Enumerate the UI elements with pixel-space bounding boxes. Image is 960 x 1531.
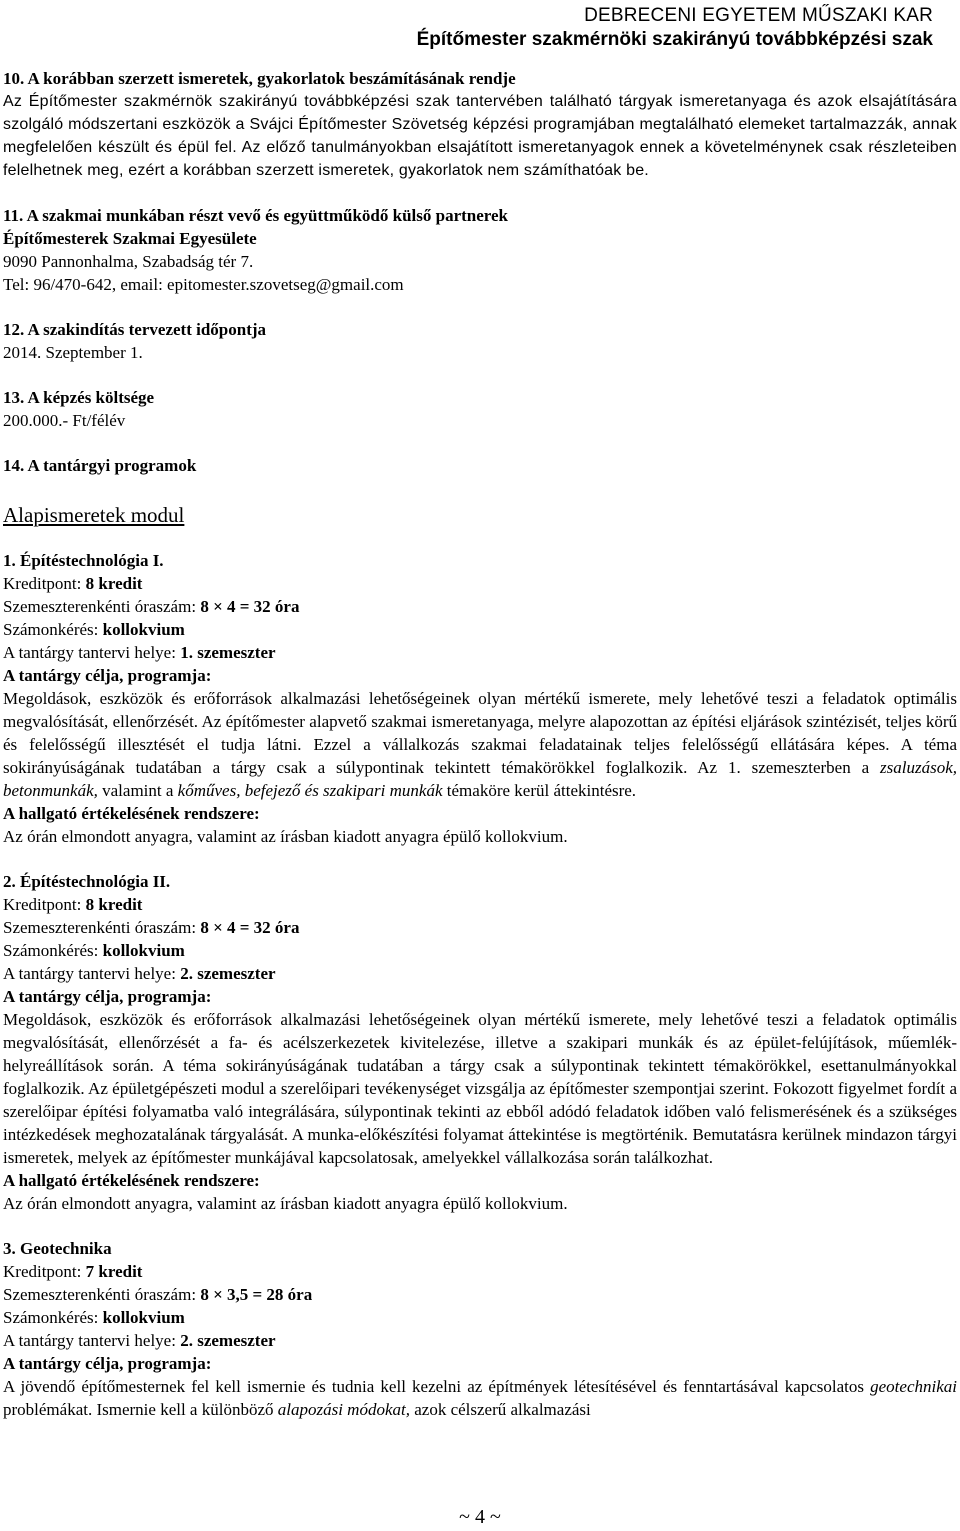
course-3-exam <box>3 1306 957 1329</box>
exam-value: kollokvium <box>102 1308 185 1327</box>
course-2-semester <box>3 962 957 985</box>
course-1-goal-label: A tantárgy célja, programja: <box>3 666 212 685</box>
exam-label: Számonkérés: <box>3 1308 99 1327</box>
course-2-eval-label: A hallgató értékelésének rendszere: <box>3 1171 260 1190</box>
section-10-title: 10. A korábban szerzett ismeretek, gyakorlatok beszámításának rendje <box>3 69 516 88</box>
course-1-eval-label: A hallgató értékelésének rendszere: <box>3 804 260 823</box>
section-14-title: 14. A tantárgyi programok <box>3 456 197 475</box>
semester-value: 1. szemeszter <box>180 643 276 662</box>
partner-contact: Tel: 96/470-642, email: epitomester.szovetseg@gmail.com <box>3 275 404 294</box>
semester-label: A tantárgy tantervi helye: <box>3 964 176 983</box>
course-1-evaluation: Az órán elmondott anyagra, valamint az írásban kiadott anyagra épülő kollokvium. <box>3 827 568 846</box>
course-3-semester <box>3 1329 957 1352</box>
course-2-evaluation: Az órán elmondott anyagra, valamint az írásban kiadott anyagra épülő kollokvium. <box>3 1194 568 1213</box>
section-10-text-2: Az előző tanulmányokban elsajátított ismeretanyagok ennek a követelménynek csak részleteiben felelhetnek meg, ezért a korábban szerzett ismeretek, gyakorlatok nem számíthatóak be. <box>3 139 957 179</box>
tuition-fee: 200.000.- Ft/félév <box>3 411 126 430</box>
header-institution: DEBRECENI EGYETEM MŰSZAKI KAR <box>584 5 933 26</box>
hours-value: 8 × 4 = 32 óra <box>200 918 300 937</box>
semester-label: A tantárgy tantervi helye: <box>3 1331 176 1350</box>
semester-value: 2. szemeszter <box>180 1331 276 1350</box>
exam-label: Számonkérés: <box>3 620 99 639</box>
partner-org-name: Építőmesterek Szakmai Egyesülete <box>3 229 257 248</box>
credits-value: 8 kredit <box>85 895 143 914</box>
semester-value: 2. szemeszter <box>180 964 276 983</box>
course-2-description: Megoldások, eszközök és erőforrások alkalmazási lehetőségeinek olyan mértékű ismerete, mely lehetővé teszi a feladatok optimális megvalósítását, ellenőrzését a fa- és acélszerkezetek kivitelezése, illetve a szakipari munkák és az épület-felújítások, műemlék-helyreállítások során. A téma sokirányúságának tudatában a tárgy csak a súlypontinak tekintett témakörökkel, esettanulmányokkal foglalkozik. Az épületgépészeti modul a szerelőipari tevékenységet vizsgálja az építőmester szempontjai szerint. Fokozott figyelmet fordít a szerelőipar építési folyamatba való integrálására, súlypontinak tekinti az ebből adódó feladatok időben való felismerésének és a szükséges intézkedések meghozatalának tárgyalását. A munka-előkészítési folyamat áttekintése is megtörténik. Bemutatásra kerülnek mindazon tárgyi ismeretek, melyek az építőmester munkájával kapcsolatosak, amelyekkel vállalkozása során találkozhat. <box>3 1010 957 1167</box>
credits-value: 8 kredit <box>85 574 143 593</box>
course-1-desc-text: Megoldások, eszközök és erőforrások alkalmazási lehetőségeinek olyan mértékű ismerete, mely lehetővé teszi a feladatok optimális megvalósítását, ellenőrzését. Az építőmester alapvető szakmai ismeretanyaga, melyre alapozottan az építési eljárások szintézisét, teljes körű és felelősségű illesztését el tudja látni. Ezzel a vállalkozás szakmai feladatainak teljes felelősségű ellátására képes. A téma sokirányúságának tudatában a tárgy csak a súlypontinak tekintett témakörökkel foglalkozik. Az 1. szemeszterben a <box>3 689 957 777</box>
hours-label: Szemeszterenkénti óraszám: <box>3 597 197 616</box>
hours-value: 8 × 4 = 32 óra <box>200 597 300 616</box>
credits-label: Kreditpont: <box>3 574 82 593</box>
course-1-desc-text-2: valamint a <box>97 781 178 800</box>
course-1-description <box>3 687 957 802</box>
course-2-exam <box>3 939 957 962</box>
course-1-desc-text-3: témaköre kerül áttekintésre. <box>442 781 637 800</box>
section-11-title: 11. A szakmai munkában részt vevő és együttműködő külső partnerek <box>3 206 509 225</box>
course-1-credits <box>3 572 957 595</box>
hours-label: Szemeszterenkénti óraszám: <box>3 1285 197 1304</box>
partner-address: 9090 Pannonhalma, Szabadság tér 7. <box>3 252 254 271</box>
section-13-title: 13. A képzés költsége <box>3 388 155 407</box>
start-date: 2014. Szeptember 1. <box>3 343 143 362</box>
course-3-desc-italic-1: geotechnikai <box>870 1377 957 1396</box>
course-2-goal-label: A tantárgy célja, programja: <box>3 987 212 1006</box>
hours-label: Szemeszterenkénti óraszám: <box>3 918 197 937</box>
header-program: Építőmester szakmérnöki szakirányú továbbképzési szak <box>416 29 933 50</box>
course-2-hours <box>3 916 957 939</box>
section-10-paragraph <box>3 90 957 182</box>
course-3-title: 3. Geotechnika <box>3 1239 112 1258</box>
course-2-credits <box>3 893 957 916</box>
course-1-desc-italic-1: zsaluzások, betonmunkák, <box>3 758 957 800</box>
exam-value: kollokvium <box>102 941 185 960</box>
course-3-goal-label: A tantárgy célja, programja: <box>3 1354 212 1373</box>
course-3-hours <box>3 1283 957 1306</box>
hours-value: 8 × 3,5 = 28 óra <box>200 1285 313 1304</box>
credits-value: 7 kredit <box>85 1262 143 1281</box>
course-3-desc-italic-2: alapozási módokat, <box>277 1400 410 1419</box>
page-header <box>417 4 933 52</box>
exam-label: Számonkérés: <box>3 941 99 960</box>
semester-label: A tantárgy tantervi helye: <box>3 643 176 662</box>
exam-value: kollokvium <box>102 620 185 639</box>
course-3-description <box>3 1375 957 1421</box>
section-12-title: 12. A szakindítás tervezett időpontja <box>3 320 267 339</box>
course-1-semester <box>3 641 957 664</box>
course-3-credits <box>3 1260 957 1283</box>
course-3-desc-text-3: azok célszerű alkalmazási <box>409 1400 591 1419</box>
course-1-title: 1. Építéstechnológia I. <box>3 551 164 570</box>
credits-label: Kreditpont: <box>3 895 82 914</box>
module-heading: Alapismeretek modul <box>3 503 185 527</box>
course-1-desc-italic-2: kőműves, befejező és szakipari munkák <box>177 781 443 800</box>
credits-label: Kreditpont: <box>3 1262 82 1281</box>
course-1-exam <box>3 618 957 641</box>
course-1-hours <box>3 595 957 618</box>
course-3-desc-text: A jövendő építőmesternek fel kell ismernie és tudnia kell kezelni az építmények létesítésével és fenntartásával kapcsolatos <box>3 1377 871 1396</box>
page-number: ~ 4 ~ <box>459 1506 501 1528</box>
course-2-title: 2. Építéstechnológia II. <box>3 872 171 891</box>
document-body <box>3 67 957 1421</box>
section-10-text-1: Az Építőmester szakmérnök szakirányú továbbképzési szak tantervében található tárgyak ismeretanyaga és azok elsajátítására szolgáló módszertani eszközök a Svájci Építőmester Szövetség képzési programjában megtalálható elemeket tartalmazzák, annak megfelelően készült és épül fel. <box>3 93 957 156</box>
course-3-desc-text-2: problémákat. Ismernie kell a különböző <box>3 1400 278 1419</box>
